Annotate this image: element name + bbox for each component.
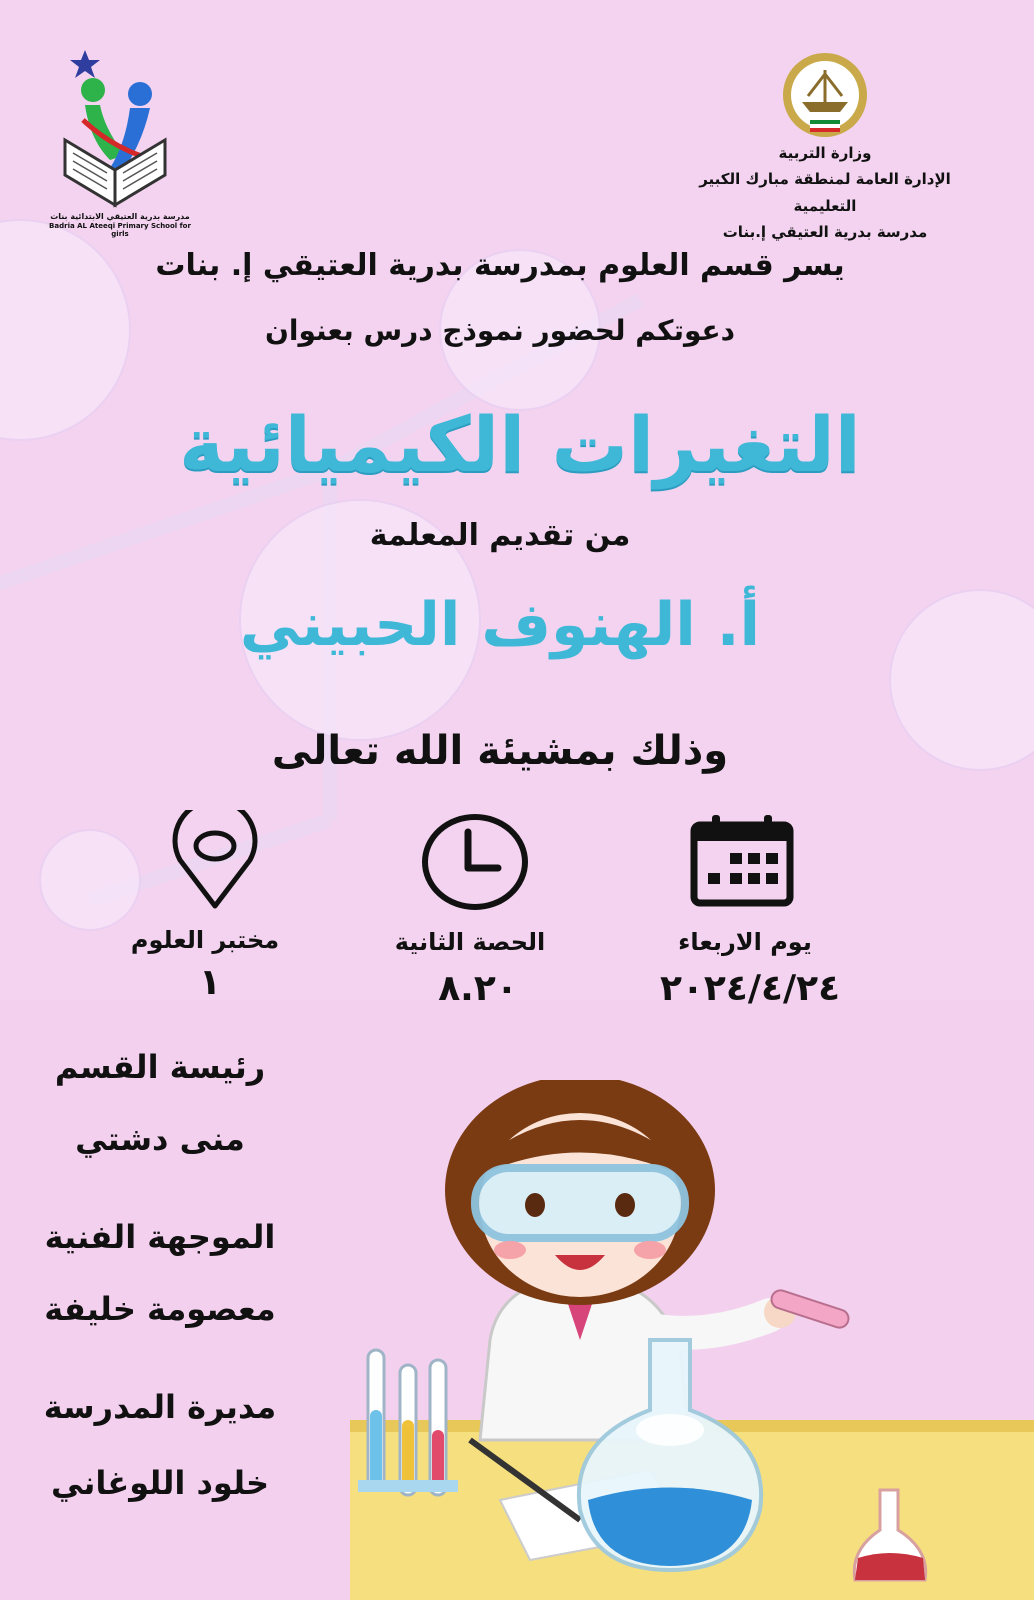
- ministry-header: [690, 140, 960, 245]
- head-of-department-title: رئيسة القسم: [54, 1048, 266, 1086]
- place-label: مختبر العلوم: [130, 926, 280, 954]
- head-of-department-name: منى دشتي: [75, 1120, 245, 1158]
- school-logo-arabic: مدرسة بدرية العتيقي الابتدائية بنات: [50, 212, 190, 221]
- location-pin-icon: [168, 810, 262, 910]
- teacher-name: أ. الهنوف الحبيني: [239, 590, 761, 660]
- supervisor-name: معصومة خليفة: [44, 1290, 276, 1328]
- principal-name: خلود اللوغاني: [50, 1464, 270, 1502]
- closing-phrase: وذلك بمشيئة الله تعالى: [271, 728, 729, 774]
- presented-by: من تقديم المعلمة: [369, 518, 631, 553]
- day-label: يوم الاربعاء: [678, 928, 812, 956]
- invitation-line1: يسر قسم العلوم بمدرسة بدرية العتيقي إ. بنات: [155, 248, 845, 283]
- school-logo-english: Badria AL Ateeqi Primary School for girls: [49, 222, 191, 238]
- school-logo: [55, 50, 185, 210]
- supervisor-title: الموجهة الفنية: [44, 1218, 276, 1256]
- ministry-line2: الإدارة العامة لمنطقة مبارك الكبير التعليمية: [699, 170, 951, 215]
- principal-title: مديرة المدرسة: [43, 1388, 277, 1426]
- calendar-icon: [690, 815, 794, 907]
- invitation-line2: دعوتكم لحضور نموذج درس بعنوان: [264, 314, 736, 347]
- lesson-title: التغيرات الكيميائية: [179, 400, 861, 489]
- clock-icon: [420, 812, 530, 912]
- day-value: ٢٠٢٤/٤/٢٤: [659, 968, 841, 1009]
- girl-scientist-illustration: [350, 1080, 1034, 1600]
- period-label: الحصة الثانية: [394, 928, 546, 956]
- ministry-line1: وزارة التربية: [778, 144, 872, 162]
- ministry-line3: مدرسة بدرية العتيقي إ.بنات: [722, 222, 928, 241]
- place-value: ١: [199, 962, 221, 1003]
- period-value: ٨.٢٠: [438, 968, 518, 1009]
- kuwait-emblem: [780, 50, 870, 140]
